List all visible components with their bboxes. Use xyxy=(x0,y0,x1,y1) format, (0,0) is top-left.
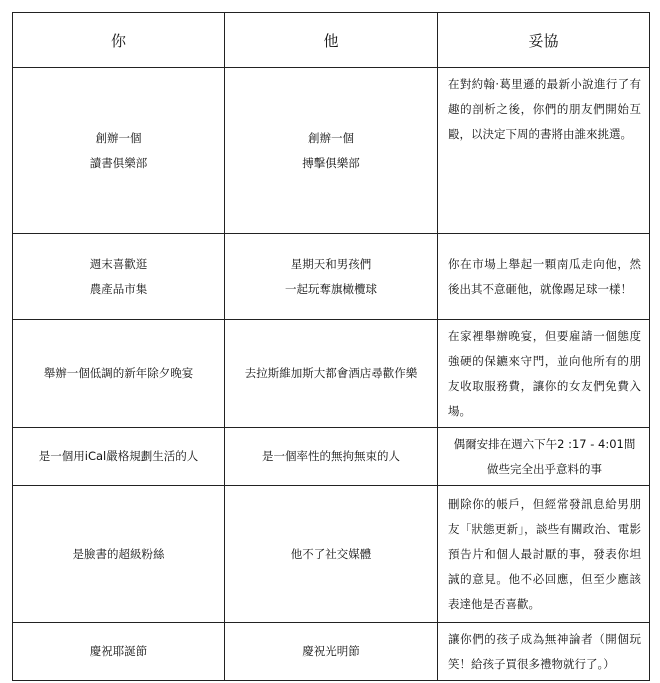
cell-text: 一起玩奪旗橄欖球 xyxy=(285,281,377,296)
cell-text: 週末喜歡逛 xyxy=(89,256,148,271)
header-you: 你 xyxy=(13,13,225,68)
cell-compromise xyxy=(438,320,650,428)
comparison-table xyxy=(12,12,650,681)
cell-text: 讀書俱樂部 xyxy=(89,155,148,170)
table-row xyxy=(13,320,650,428)
cell-text: 農產品市集 xyxy=(89,281,148,296)
table-row xyxy=(13,234,650,320)
cell-text: 刪除你的帳戶，但經常發訊息給男朋友「狀態更新」，談些有關政治、電影預告片和個人最討厭的事，發表你坦誠的意見。他不必回應，但至少應該表達他是否喜歡。 xyxy=(448,496,641,611)
table-row xyxy=(13,623,650,681)
cell-text: 舉辦一個低調的新年除夕晚宴 xyxy=(43,366,194,380)
header-compromise: 妥協 xyxy=(438,13,650,68)
cell-text: 是一個用iCal嚴格規劃生活的人 xyxy=(38,449,199,463)
cell-text: 搏擊俱樂部 xyxy=(302,155,360,170)
cell-you xyxy=(13,428,225,486)
cell-him xyxy=(225,428,438,486)
cell-you xyxy=(13,486,225,623)
cell-compromise xyxy=(438,428,650,486)
cell-text: 讓你們的孩子成為無神論者（開個玩笑！給孩子買很多禮物就行了。） xyxy=(448,631,641,671)
cell-text: 是臉書的超級粉絲 xyxy=(72,546,165,561)
cell-compromise xyxy=(438,486,650,623)
cell-you xyxy=(13,68,225,234)
cell-text: 你在市場上舉起一顆南瓜走向他，然後出其不意砸他，就像踢足球一樣！ xyxy=(448,256,641,296)
header-row xyxy=(13,13,650,68)
table-row xyxy=(13,428,650,486)
cell-him xyxy=(225,68,438,234)
cell-compromise xyxy=(438,68,650,234)
cell-text: 他不了社交媒體 xyxy=(290,546,372,561)
cell-compromise xyxy=(438,623,650,681)
cell-text: 去拉斯維加斯大都會酒店尋歡作樂 xyxy=(244,366,418,380)
cell-text: 星期天和男孩們 xyxy=(290,256,372,271)
table-row xyxy=(13,486,650,623)
cell-text: 創辦一個 xyxy=(95,130,142,145)
cell-him xyxy=(225,320,438,428)
cell-text: 在家裡舉辦晚宴，但要雇請一個態度強硬的保鑣來守門，並向他所有的朋友收取服務費，讓你的女友們免費入場。 xyxy=(448,328,641,418)
cell-you xyxy=(13,623,225,681)
cell-text: 是一個率性的無拘無束的人 xyxy=(262,449,400,463)
cell-you xyxy=(13,320,225,428)
cell-him xyxy=(225,234,438,320)
cell-text: 在對約翰·葛里遜的最新小說進行了有趣的剖析之後，你們的朋友們開始互毆，以決定下周的書將由誰來挑選。 xyxy=(448,77,641,141)
header-him: 他 xyxy=(225,13,438,68)
cell-text: 慶祝光明節 xyxy=(302,644,360,658)
cell-text: 慶祝耶誕節 xyxy=(89,644,148,658)
table-row xyxy=(13,68,650,234)
cell-compromise xyxy=(438,234,650,320)
cell-him xyxy=(225,486,438,623)
cell-text: 創辦一個 xyxy=(308,130,354,145)
cell-you xyxy=(13,234,225,320)
cell-text: 偶爾安排在週六下午2 :17 - 4:01間做些完全出乎意料的事 xyxy=(453,436,636,476)
cell-him xyxy=(225,623,438,681)
